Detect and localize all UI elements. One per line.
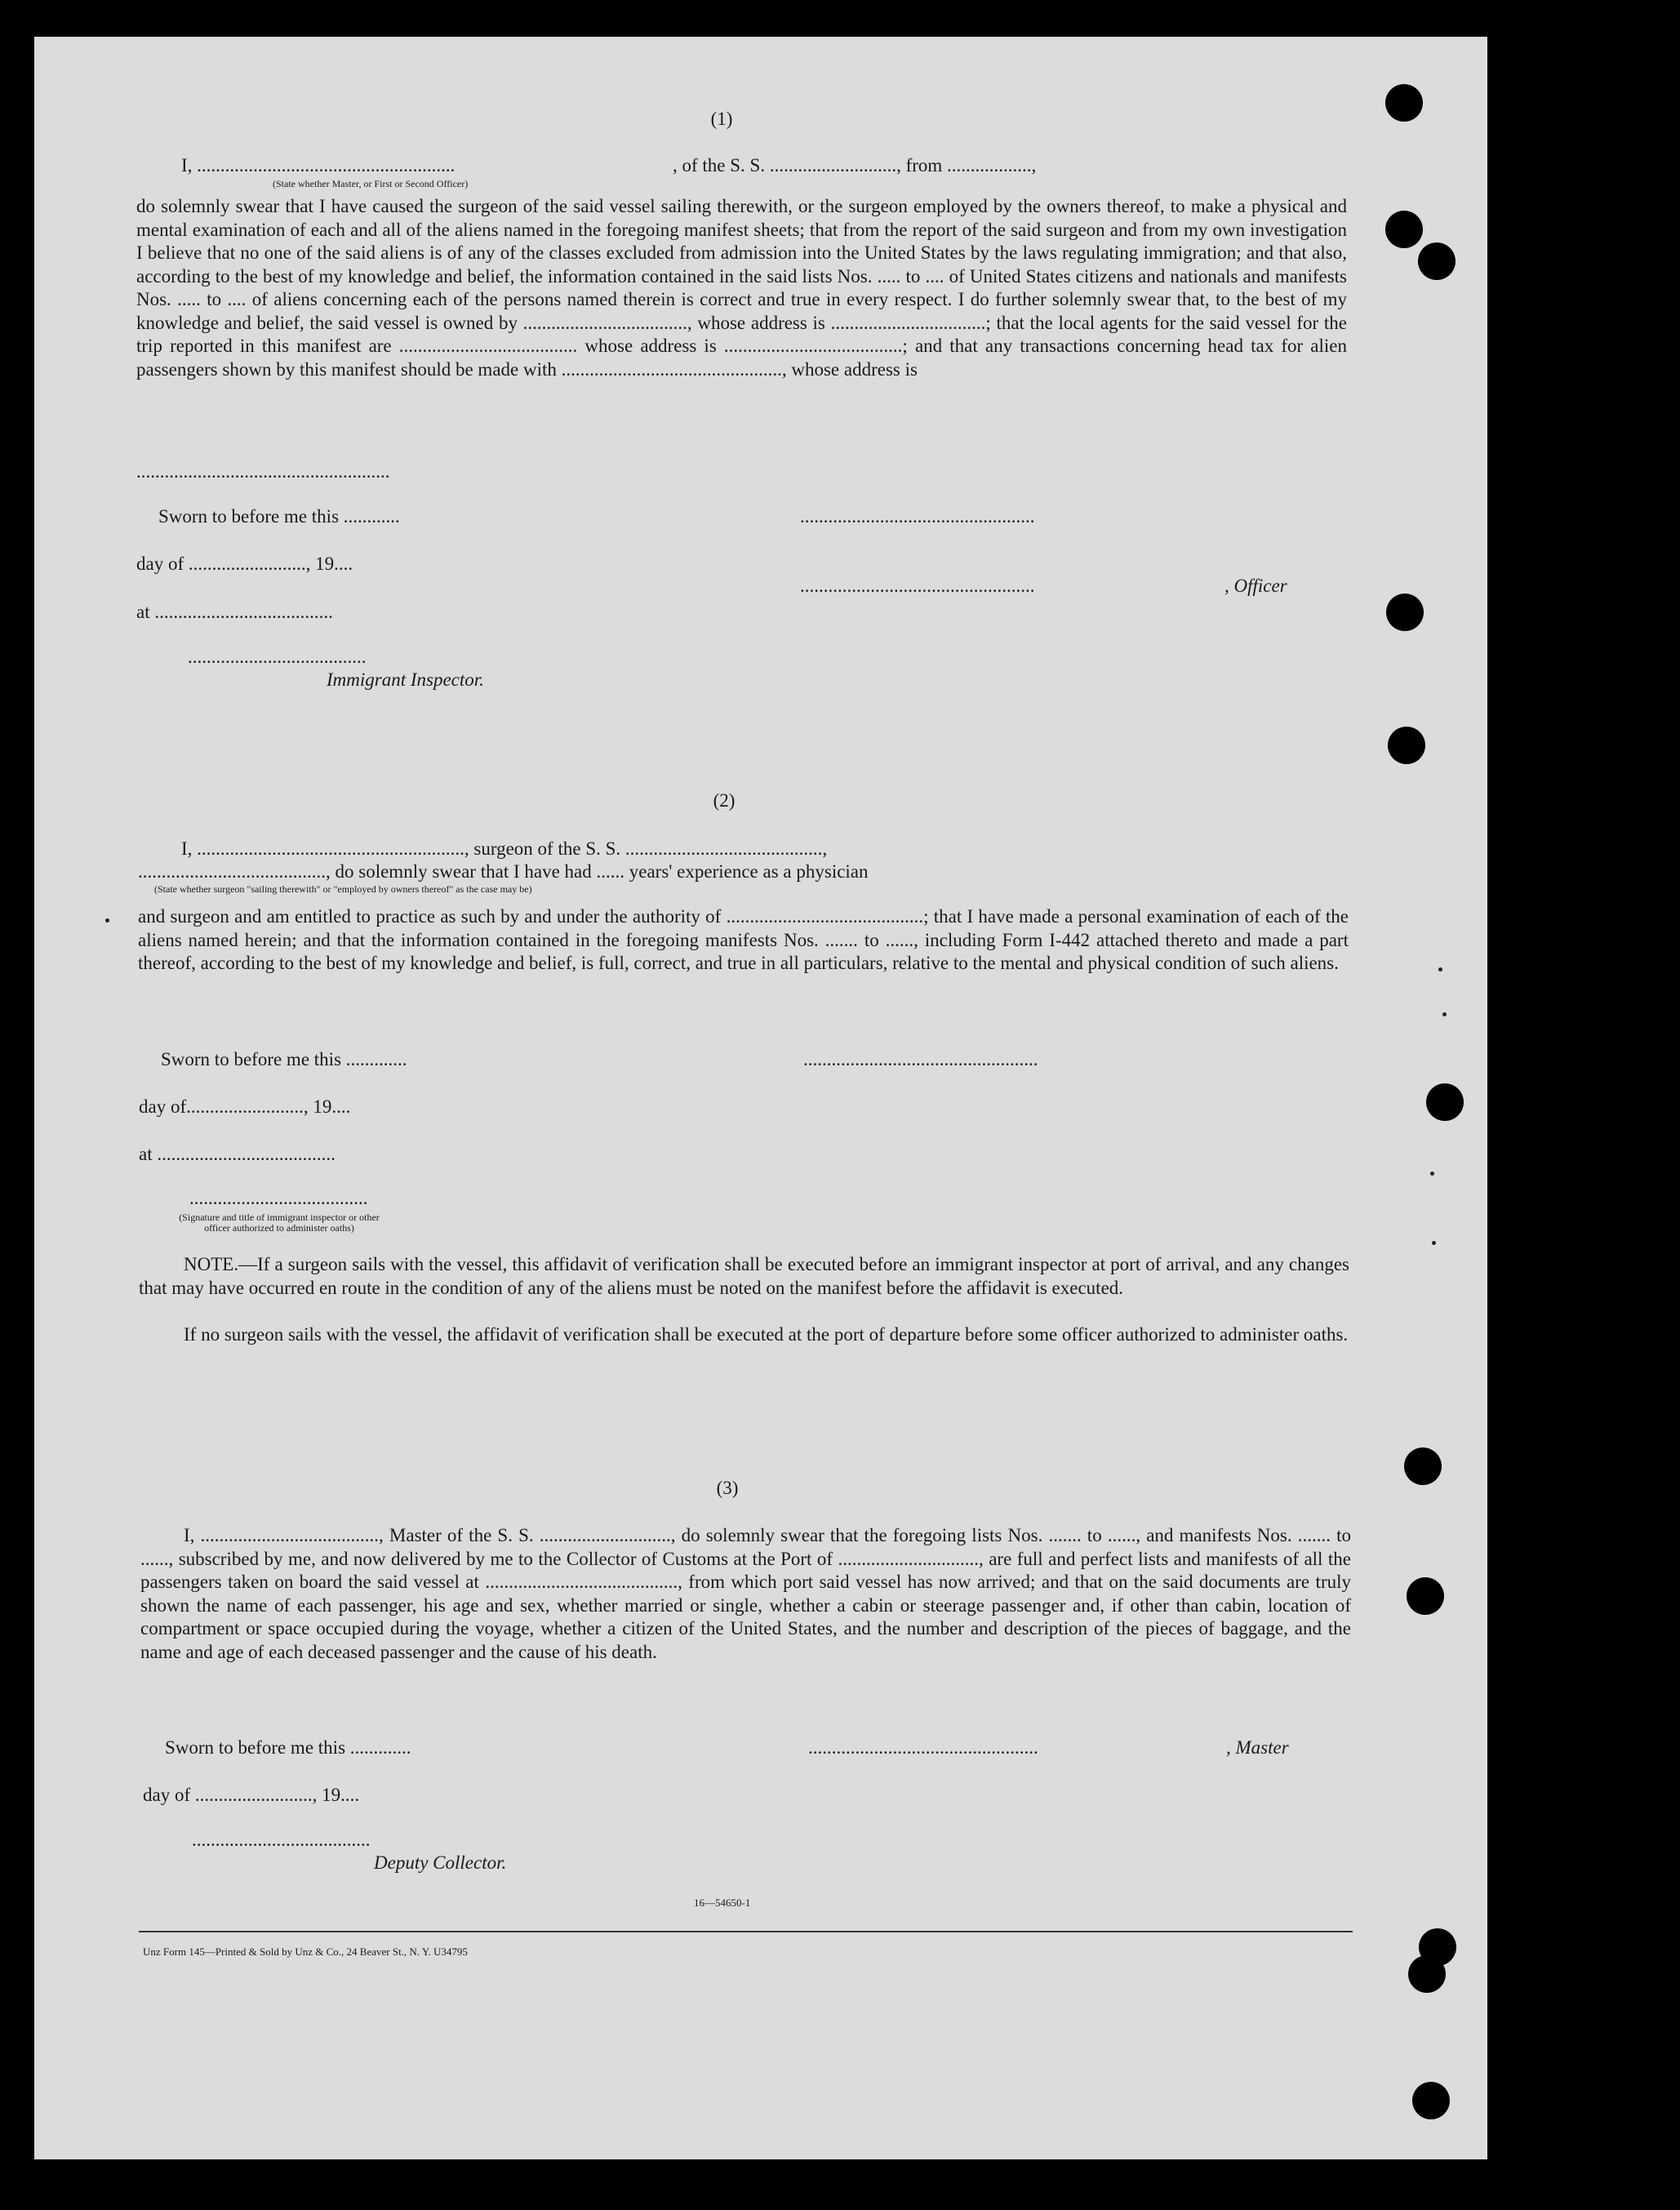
section-1-day: day of ........................., 19.... [136,554,353,574]
speck-mark [1430,1172,1434,1176]
section-1-officer-label: , Officer [1224,576,1287,596]
section-1-sworn-signature: .................................................. [800,506,1035,527]
section-3-day: day of ........................., 19.... [143,1785,360,1805]
punch-hole [1407,1577,1444,1615]
section-2-number: (2) [713,790,736,811]
speck-mark [1442,1012,1447,1016]
section-2-at: at ...................................... [139,1144,336,1164]
punch-hole [1412,2082,1450,2119]
punch-hole [1388,727,1425,764]
section-1-sworn: Sworn to before me this ............ [158,506,400,527]
footer-printer: Unz Form 145—Printed & Sold by Unz & Co., 24 Beaver St., N. Y. U34795 [143,1945,468,1958]
section-3-number: (3) [716,1478,739,1498]
punch-hole [1408,1955,1446,1993]
section-2-day: day of........................., 19.... [139,1096,351,1117]
punch-hole [1404,1447,1442,1485]
punch-hole [1426,1083,1464,1121]
section-1-inspector-label: Immigrant Inspector. [327,669,484,690]
section-3-deputy-label: Deputy Collector. [374,1852,507,1873]
section-1-note: (State whether Master, or First or Second Officer) [273,178,469,189]
punch-hole [1385,211,1423,248]
section-1-number: (1) [710,109,733,129]
section-1-at: at ...................................... [136,602,333,622]
section-2-note: (State whether surgeon "sailing therewith" or "employed by owners thereof" as the case may be) [154,883,532,895]
speck-mark [105,918,109,923]
section-2-line-1: I, ........................................................., surgeon of the S. S. .........................................., [181,838,828,859]
section-1-officer-line: .................................................. [800,576,1035,596]
footer-rule [139,1931,1353,1932]
section-3-paragraph: I, ......................................, Master of the S. S. ............................, do solemnly swear that the foregoing lists Nos. ....... to ......, and manifests Nos. ....... to ......, subscribed by me, and now delivered by me to the Collector of Customs at the Port of .............................., are full and perfect lists and manifests of all the passengers taken on board the said vessel at ........................................., from which port said vessel has now arrived; and that on the said documents are truly shown the name of each passenger, his age and sex, whether married or single, whether a cabin or steerage passenger and, if other than cabin, location of compartment or space occupied during the voyage, whether a citizen of the United States, and the number and description of the pieces of baggage, and the name and age of each deceased passenger and the cause of his death. [140,1525,1351,1662]
section-2-signature-line: ...................................... [189,1188,368,1208]
section-1-line-1a: I, ....................................................... [181,155,456,176]
form-page [34,37,1487,2159]
section-3-sworn-signature: ................................................. [808,1737,1038,1758]
section-1-paragraph: do solemnly swear that I have caused the surgeon of the said vessel sailing therewith, or the surgeon employed by the owners thereof, to make a physical and mental examination of each and all of the aliens named in the foregoing manifest sheets; that from the report of the said surgeon and from my own investigation I believe that no one of the said aliens is of any of the classes excluded from admission into the United States by the laws regulating immigration; and that also, according to the best of my knowledge and belief, the information contained in the said lists Nos. ..... to .... of United States citizens and nationals and manifests Nos. ..... to .... of aliens concerning each of the persons named therein is correct and true in every respect. I do further solemnly swear that, to the best of my knowledge and belief, the said vessel is owned by ..................................., whose address is .................................; that the local agents for the said vessel for the trip reported in this manifest are ...................................... whose address is ......................................; and that any transactions concerning head tax for alien passengers shown by this manifest should be made with ..............................................., whose address is [136,196,1347,380]
punch-hole [1418,242,1456,280]
punch-hole [1385,84,1423,122]
section-1-inspector-line: ...................................... [188,647,367,667]
section-1-paragraph-end: ...................................................... [136,461,390,482]
section-2-paragraph: and surgeon and am entitled to practice as such by and under the authority of ..........................................; that I have made a personal examination of each of the aliens named herein; and that the information contained in the foregoing manifests Nos. ....... to ......, including Form I-442 attached thereto and made a part thereof, according to the best of my knowledge and belief, is full, correct, and true in all particulars, relative to the mental and physical condition of such aliens. [138,906,1349,973]
section-3-sworn: Sworn to before me this ............. [165,1737,411,1758]
section-2-signature-note: (Signature and title of immigrant inspector or other officer authorized to administer oaths) [179,1212,380,1234]
section-2-note-a: NOTE.—If a surgeon sails with the vessel, this affidavit of verification shall be executed before an immigrant inspector at port of arrival, and any changes that may have occurred en route in the condition of any of the aliens must be noted on the manifest before the affidavit is executed. [139,1254,1349,1298]
section-3-master-label: , Master [1226,1737,1289,1758]
section-2-line-2: ........................................, do solemnly swear that I have had ...... years' experience as a physician [138,861,869,882]
punch-hole [1386,594,1424,631]
section-2-note-b: If no surgeon sails with the vessel, the affidavit of verification shall be executed at the port of departure before some officer authorized to administer oaths. [184,1324,1349,1345]
form-code: 16—54650-1 [694,1897,751,1909]
section-2-sworn-signature: .................................................. [803,1049,1038,1069]
speck-mark [1432,1241,1436,1245]
speck-mark [1438,967,1442,972]
section-1-line-1b: , of the S. S. ..........................., from .................., [673,155,1037,176]
section-2-sworn: Sworn to before me this ............. [161,1049,407,1069]
section-3-deputy-line: ...................................... [192,1830,371,1850]
